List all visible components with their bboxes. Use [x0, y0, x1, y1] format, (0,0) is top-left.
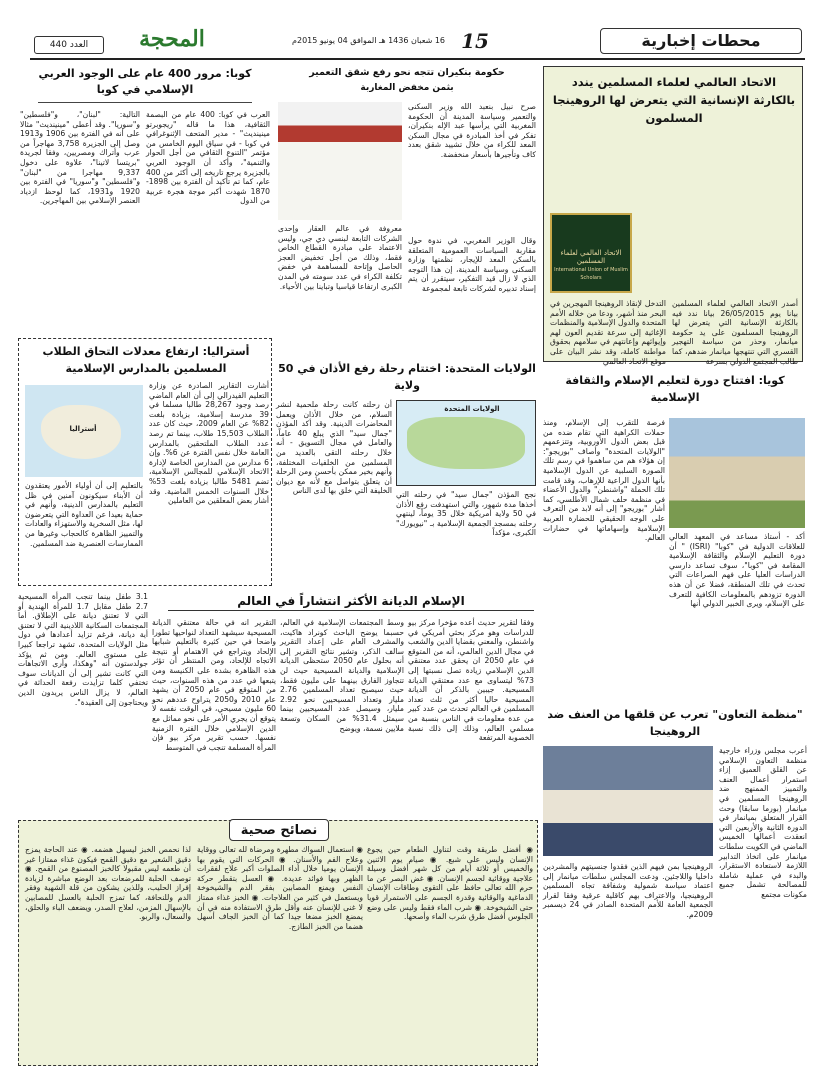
article-paragraph: أعرب مجلس وزراء خارجية منظمة التعاون الإسلامي عن القلق العميق إزاء استمرار أعمال العنف والتمييز الممنهج ضد الروهينجا المسلمين في ميانمار (بورما سابقا) وحث القرار المتعلق بميانمار في الدورة الثانية والأربعين التي انعقدت أعمالها الخميس الماضي في الكويت سلطات ميانمار على اتخاذ التدابير اللازمة لاستعادة الاستقرار، والبدء في عملية شاملة للمصالحة تشمل جميع مكونات مجتمع [719, 746, 807, 899]
logo-text-ar: الاتحاد العالمي لعلماء المسلمين [560, 249, 622, 265]
article-islam-growth [18, 592, 538, 802]
article-paragraph: نجح المؤذن "جمال سيد" في رحلته التي أخذها مدة شهور، والتي استهدفت رفع الأذان في 50 ولاية أمريكية خلال 35 يوماً، لينتهي رحلته بمسجد الجمعية الإسلامية بـ "نيويورك" الكبرى، مؤكداً [396, 490, 536, 538]
article-paragraph: أكد - أستاذ مساعد في المعهد العالي للعلاقات الدولية في "كوبا" (ISRI) " أن دورة التعليم الإسلام والثقافة الإسلامية المقامة في "كوبا"، سوف تساعد دارسي الدراسات العليا على فهم الصراعات التي تحدث في تلك المنطقة، فضلا عن أن هذه الدورة تزودهم بالمعلومات الكافية للتعرف على الإسلام، ويرى الخبير الدولي أنها [669, 532, 805, 609]
article-usa-adhan [276, 360, 538, 580]
header-divider [30, 58, 805, 60]
article-paragraph: وقال الوزير المغربي، في ندوة حول مقاربة السياسات العمومية المتعلقة بالسكن المعد للإيجار، نظمتها وزارة السكنى وسياسة المدينة، إن هذا التوجه الذي لا زال قيد التفكير، سيتقرر أن يتم إسناد تدبيره لشركات تابعة لمجموعة [408, 236, 536, 293]
issue-number: العدد 440 [34, 36, 104, 54]
article-cuba-course [543, 372, 807, 697]
article-title: الاتحاد العالمي لعلماء المسلمين يندد بالكارثة الإنسانية التي يتعرض لها الروهينجا المسلمون [552, 75, 796, 125]
tips-column: لذا نحمص الخبز ليسهل هضمه. ◉ عند الحاجة يمزج دقيق الشعير مع دقيق القمح فيكون غذاء ممتازا غير أن طعمه ليس مقبولا كالخبز المصنوع من القمح. ◉ توصف الحلبة للمرضعات بعد الوضع مباشرة لزيادة إفراز الحليب، وللذين يشكون من قلة الشهية وفقر الدم وللنحافة، كما تمزج الحلبة بالعسل للمصابين بالإسهال المزمن، لعلاج الصدر، ويضعف الباء والحلق، والسعال، والربو. [25, 845, 191, 922]
magazine-logo: المحجة [139, 26, 205, 52]
issue-date: 16 شعبان 1436 هـ الموافق 04 يونيو 2015م [292, 36, 445, 45]
usa-map [396, 400, 536, 486]
article-title: "منظمة التعاون" تعرب عن قلقها من العنف ضد الروهينجا [547, 708, 803, 738]
article-paragraph: 3.1 طفل بينما تنجب المرأة المسيحية 2.7 طفل مقابل 1.7 للمرأة الهندية أو التي لا تعتنق ديانة على الإطلاق. أما المجتمعات السكانية اللادينية التي لا تعتنق أية ديانة، فرغم تزايد أعدادها في دول مثل الولايات المتحدة، تشهد تراجعا كبيرا على مستوى العالم. ومن ثم يؤكد جولدستون أنه "وهكذا، وأرى الاتجاهات التي كانت تشير إلى أن الديانات سوف تختفي كلما تزايدت رفعة الحداثة في العالم، لا يزال الناس يريدون الدين ويحتاجون إلى العقيدة". [18, 592, 148, 707]
tips-column: ◉ استعمال السواك مطهرة ومرضاة لله تعالى ووقاية وعلاج الفم والأسنان. ◉ الحركات التي يقوم بها الإنسان يوميا خلال أداء الصلوات أكبر علاج لفقرات الظهر وبها فوائد عديدة. ◉ العسل بتقطر حركة النفس ويمنع المصابين بفقر الدم والشيخوخة ويستعمل في كثير من العلاجات. ◉ الخبز غذاء ممتاز لا غنى للإنسان عنه وأقل طرق الاستفادة منه في أن يمضغ الخبز مضغا جيدا كما أن الخبز الجاف أسهل هضما من الخبز الطازج. [197, 845, 363, 931]
article-paragraph: العرب في كوبا: 400 عام من البصمة الثقافية، هذا ما قاله "ريجوبرتو مينينديث" - مدير المتحف الإثنوغرافي في كوبا - في سياق اليوم الخامس من مؤتمر "التنوع الثقافي من أجل الحوار والتنمية"، وأكد أن الوجود العربي بالجزيرة يرجع تاريخه إلى أكثر من 400 عام، كما تم تأكيد أن الفترة بين 1898-1870 شهدت أكبر موجة هجرة عربية من الدول [146, 110, 270, 206]
australia-map [25, 385, 143, 477]
title-rule [38, 102, 252, 103]
logo-text-en: International Union of Muslim Scholars [554, 267, 628, 281]
iums-logo [550, 213, 632, 293]
article-paragraph: فرصة للتقرب إلى الإسلام، ومنذ حملات الكراهية التي تقام ضده من قبل بعض الدول الأوروبية، وتتزعمهم "الولايات المتحدة" وأصاف "بوريجو": إن هؤلاء هم من ساهموا في رسم تلك الصورة السلبية عن الدول الإسلامية بأنها الدول الراعية للإرهاب، وقد قامت تلك الحملة "واشنطن" والدول الأعضاء في منظمة حلف شمال الأطلسي، كما أشار "بوريجو" إلى أنه لابد من التعرف على الوجه الحقيقي للحضارة العربية الإسلامية وإسهاماتها في حضارات العالم. [543, 418, 665, 543]
article-paragraph: بالتعليم إلى أن أولياء الأمور يعتقدون أن الأبناء سيكونون آمنين في ظل التعليم بالمدارس الدينية، وأنهم في حماية بعيدا عن العداوة التي يتعرضون لها، مثل السخرية والاستهزاء والعادات والتمييز الظاهرة كالحجاب وغيرها من الممارسات العنصرية ضد المسلمين. [25, 481, 143, 548]
usa-landmass [407, 417, 525, 469]
article-title: حكومة بنكيران تتجه نحو رفع شقق التعمير [309, 67, 505, 78]
article-cuba-400 [18, 66, 272, 346]
article-title: الولايات المتحدة: اختتام رحلة رفع الأذان في 50 ولاية [278, 362, 536, 392]
article-title: أستراليا: ارتفاع معدلات التحاق الطلاب المسلمين بالمدارس الإسلامية [42, 345, 250, 375]
article-title: نصائح صحية [229, 819, 329, 841]
article-title: الإسلام الديانة الأكثر انتشاراً في العالم [168, 592, 534, 611]
article-australia [18, 338, 272, 586]
article-paragraph: التقرير انه في حالة معتنقي الديانة المسيحية سيشهد التعداد لنواحيها تطورا واضحا في حين كثيرة بالتعليم شبابها الإلحاد ويتراجع في الاهتمام أو نتيجة الاتجاه للإلحاد، ومن المنتظر أن تؤثر هذه الظاهرة بشدة على الكنيسة ومن يتبعها في عدد من هذه السنوات، حيث من المتوقع في عام 2050 أن يشهد عام 2010 و2050 يتراوح عددهم نحو 60 مليون مسيحي، في الوقت نفسه لا يتوقع أن يجري الأمر على نحو مماثل مع الدين الإسلامي خلال الفترة الزمنية نفسها. حسب تقرير مركز بيو فإن المرأة المسلمة تنجب في المتوسط [152, 618, 277, 752]
article-paragraph: أصدر الاتحاد العالمي لعلماء المسلمين بيانا يوم 26/05/2015 بيانا ندد فيه بالكارثة الإنسانية التي يتعرض لها الروهينجا المسلمون على يد حكومة ميانمار، وحذر من سياسة التهجير القسري التي تنتهجها ميانمار ضدهم، كما طالب المجتمع الدولي بسرعة [672, 299, 798, 366]
minister-photo [278, 102, 402, 220]
tips-column: ◉ أفضل طريقة وقت لتناول الطعام حين يجوع الإنسان وليس على شبع. ◉ صيام يوم الاثنين والخميس أو ثلاثة أيام من كل شهر أفضل وسيلة علاجية ووقائية لجسم الإنسان. ◉ غض البصر عن ما حرم الله تعالى حافظ على التقوى وطاقات الإنسان الدماغية والوقائية وقدرة الجسم على الاستمرار قويا حتى الشيخوخة. ◉ شرب الماء فقط وليس على وضع الجلوس أفضل طرق شرب الماء وأصحها. [367, 845, 533, 922]
building-photo [669, 418, 805, 528]
article-health-tips [18, 820, 538, 1066]
article-paragraph: أشارت التقارير الصادرة عن وزارة التعليم الفيدرالي إلى أن العام الماضي رصد وجود 28,267 طالبا مسلما في 39 مدرسة إسلامية، بزيادة بلغت 82% عن العام 2009، حيث كان عدد الطلاب 15,503 طلاب، بينما تم رصد عدد الطلاب الملتحقين بالمدارس العامة خلال نفس الفترة عن 6%. وإن 6 مدارس من المدارس الخاصة لإدارة الاتحاد الإسلامي للمجالس الإسلامية، تضم 5481 طالبا بزيادة بلغت 53% خلال السنوات الخمس الماضية. وقد أشار بعض المعلقين من العاملين [149, 381, 270, 506]
map-label: الولايات المتحدة [444, 405, 500, 413]
section-title: محطات إخبارية [600, 28, 802, 54]
article-iums [543, 66, 803, 366]
article-title: كوبا: مرور 400 عام على الوجود العربي الإسلامي في كوبا [38, 67, 252, 96]
map-label: أستراليا [69, 425, 97, 433]
article-oic-rohingya [543, 706, 807, 1066]
article-paragraph: أن رحلته كانت رحلة ملحمية لنشر السلام، من خلال الأذان ويعمل المحاضرات الدينية. وقد أكد المؤذن "جمال سيد" الذي يبلغ 40 عاماً، والعامل في مجال التسويق - أنه خلال رحلته التقى بالعديد من المسلمين من الخلفيات المختلفة، وأنهم بخير ممكن بأحسن ومن الرحلة أن يتعلق بتواصل مع لأنه مع ديوان الخليفة التي خلق بها لدى الناس [276, 400, 392, 496]
article-paragraph: الروهينجيا بمن فيهم الذين فقدوا جنسيتهم والمشردين داخليا واللاجئين. ودعت المجلس سلطات ميانمار إلى اعتماد سياسة شمولية وشفافة تجاه المسلمين الروهينجيا، والاعتراف بهم كاقلية عرقية وفقا لقرار الجمعية العامة للأمم المتحدة الصادر في 24 ديسمبر 2009م. [543, 862, 713, 919]
article-title: كويا: افتتاح دورة لتعليم الإسلام والثقافة الإسلامية [565, 374, 785, 404]
article-paragraph: صرح نبيل بنعبد الله وزير السكنى والتعمير وسياسة المدينة أن الحكومة المغربية التي يرأسها عبد الإله بنكيران، تفكر في أخذ المبادرة في مجال السكن المعد للكراء من خلال تشييد شقق بعدد كاف وتأجيرها بأسعار منخفضة. [408, 102, 536, 159]
article-paragraph: وفقا لتقرير حديث أعده مؤخرا مركز بيو للدراسات وهو مركز بحثي أمريكي في واشنطن، والمعني بقضايا الدين والشعب في مجال الدين العالمي، أنه من المتوقع في عام 2050 ان يحقق عدد معتنقي الدين الإسلامي زيادة تصل نسبتها إلى 73% ليتساوى مع عدد معتنقي الديانة المسيحية. جيبين بالذكر أن الديانة المسيحية حاليا أكثر من ثلث تعداد المسلمين في العالم تحدث من عدد كبير من عدة معلومات في الناس بنسبة من مسلمي العالم، وذلك إلى ذلك نسبة الخصوبة المرتفعة [408, 618, 534, 743]
conference-photo [543, 746, 713, 856]
page-number: 15 [461, 29, 489, 53]
article-subtitle: بثمن مخفض المغاربة [360, 83, 454, 93]
article-paragraph: التدخل لإنقاذ الروهينجا المهجرين في البحر منذ أشهر، ودعا من خلاله الأمم المتحدة والدول الإسلامية والمنظمات الإغاثية إلى سرعة تقديم العون لهم وإيوائهم وإعانتهم في سلامهم بحقوق مواطنة كاملة، وقد نشر البيان على موقع الاتحاد العالمي [550, 299, 666, 366]
article-housing [276, 66, 538, 356]
page-header [0, 0, 822, 60]
article-paragraph: وسط المجتمعات الإسلامية في العالم، حسبما يوضح الباحث كونراد هاكيت، والمشرف العام على إعداد التقرير سالف الذكر، وتشير نتائج التقرير إلى أنه بحلول عام 2050 ستحظى الديانة الإسلامية والديانة المسيحية حيث لن تتجاوز الفارق بينهما على مليون فقط، حيث سيصبح تعداد المسلمين 2.76 مليار وتعداد المسيحيين نحو 2.92 مليار، وسيصل عدد المسيحيين بينما سيمثل 31.4% من السكان وتسعة ملايين نسمة، ويوضح [280, 618, 404, 733]
photo-caption: معروفة في عالم العقار وإحدى الشركات التابعة لبنسي دي جي، وليس الاعتماد على مبادرة القطاع الخاص فقط، وذلك من أجل تخفيض العجز الحاصل وإتاحة للمساهمة في خفض تكلفة الكراء في عدد سومته في المدن الكبرى ارتفاعا قياسيا وتباينا بين الأحياء. [278, 224, 402, 291]
article-paragraph: التالية: "لبنان"، و"فلسطين" و"سوريا". وقد أعطى "مينينديث" مثالا على أنه في الفترة بين 1906 و1913 وصل إلى الجزيرة 3,758 مهاجراً من عرب وأتراك ومصريين، وفقا لجريدة "بريتسا لاتينا"، علاوة على دخول 9,337 مهاجرا من "لبنان" و"فلسطين" و"سوريا" في الفترة بين 1920 و1931، كما لوحظ ازدياد العنصر الإسلامي بين المهاجرين. [20, 110, 140, 206]
